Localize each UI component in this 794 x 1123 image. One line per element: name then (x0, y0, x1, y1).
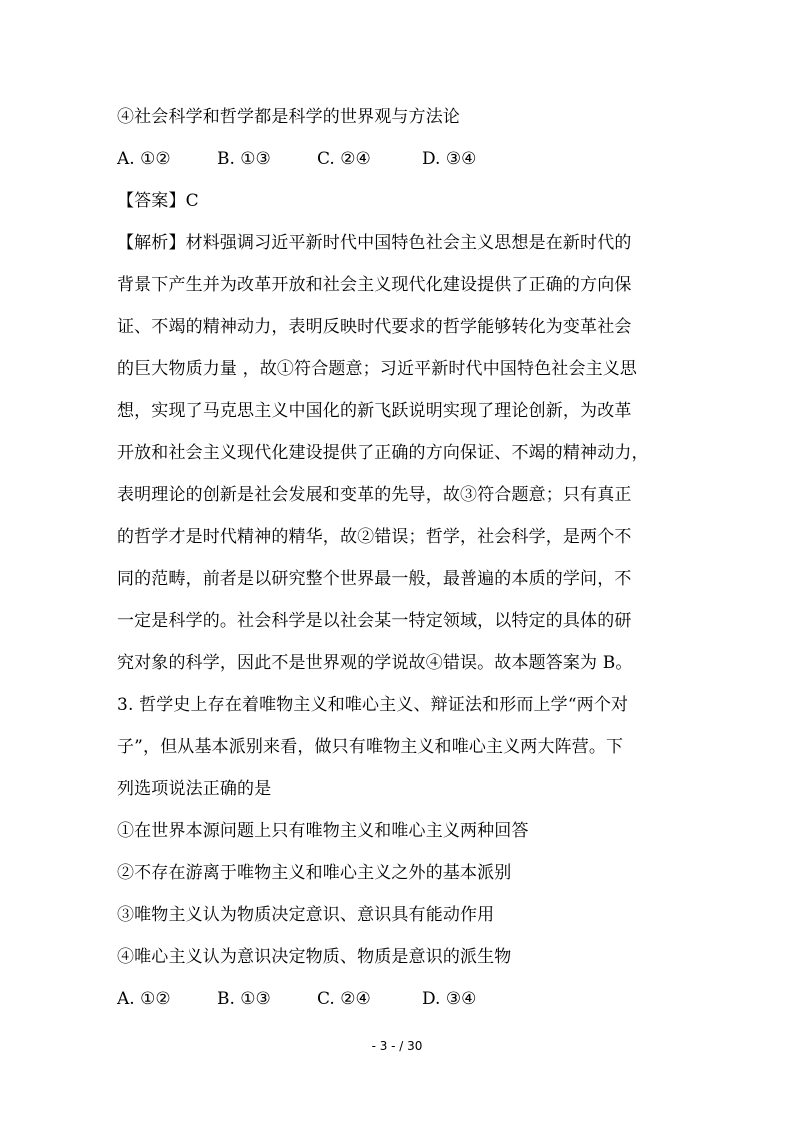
option-a: A. ①② (117, 149, 171, 169)
question-3-line: 列选项说法正确的是 (117, 779, 272, 799)
option-c: C. ②④ (317, 989, 371, 1009)
statement-4: ④唯心主义认为意识决定物质、物质是意识的派生物 (117, 947, 512, 967)
analysis-line: 究对象的科学，因此不是世界观的学说故④错误。故本题答案为 B。 (117, 653, 633, 673)
analysis-line: 【解析】材料强调习近平新时代中国特色社会主义思想是在新时代的 (117, 233, 632, 253)
question-3-line: 子”，但从基本派别来看，做只有唯物主义和唯心主义两大阵营。下 (117, 737, 624, 757)
analysis-line: 背景下产生并为改革开放和社会主义现代化建设提供了正确的方向保 (117, 275, 632, 295)
analysis-line: 表明理论的创新是社会发展和变革的先导，故③符合题意；只有真正 (117, 485, 632, 505)
statement-1: ①在世界本源问题上只有唯物主义和唯心主义两种回答 (117, 821, 529, 841)
option-c: C. ②④ (317, 149, 371, 169)
option-d: D. ③④ (422, 149, 477, 169)
analysis-line: 的巨大物质力量 ，故①符合题意；习近平新时代中国特色社会主义思 (117, 359, 638, 379)
analysis-line: 的哲学才是时代精神的精华，故②错误；哲学，社会科学，是两个不 (117, 527, 632, 547)
statement-4-prev: ④社会科学和哲学都是科学的世界观与方法论 (117, 107, 460, 127)
analysis-line: 同的范畴，前者是以研究整个世界最一般，最普遍的本质的学问，不 (117, 569, 632, 589)
analysis-line: 证、不竭的精神动力，表明反映时代要求的哲学能够转化为变革社会 (117, 317, 632, 337)
option-d: D. ③④ (422, 989, 477, 1009)
page-number: - 3 - / 30 (371, 1039, 423, 1053)
answer-line: 【答案】C (117, 191, 199, 211)
statement-3: ③唯物主义认为物质决定意识、意识具有能动作用 (117, 905, 495, 925)
analysis-line: 开放和社会主义现代化建设提供了正确的方向保证、不竭的精神动力， (117, 443, 649, 463)
option-b: B. ①③ (217, 149, 271, 169)
statement-2: ②不存在游离于唯物主义和唯心主义之外的基本派别 (117, 863, 512, 883)
option-b: B. ①③ (217, 989, 271, 1009)
analysis-line: 想，实现了马克思主义中国化的新飞跃说明实现了理论创新，为改革 (117, 401, 632, 421)
analysis-line: 一定是科学的。社会科学是以社会某一特定领域，以特定的具体的研 (117, 611, 632, 631)
question-3-line: 3. 哲学史上存在着唯物主义和唯心主义、辩证法和形而上学“两个对 (117, 695, 629, 715)
option-a: A. ①② (117, 989, 171, 1009)
